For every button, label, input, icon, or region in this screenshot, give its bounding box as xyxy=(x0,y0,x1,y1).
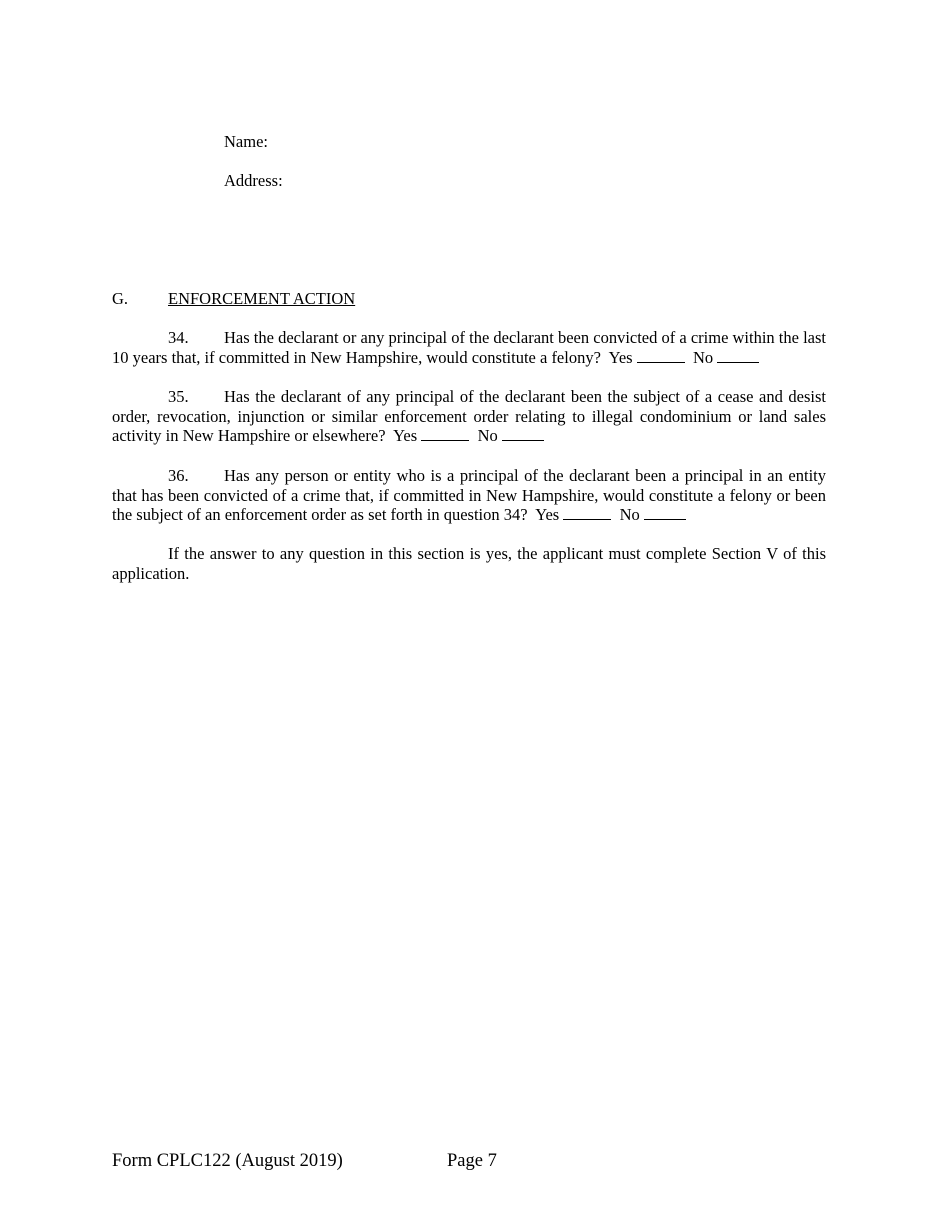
question-number: 36. xyxy=(168,466,189,485)
name-label: Name: xyxy=(224,132,268,151)
section-letter: G. xyxy=(112,289,129,308)
yes-label: Yes xyxy=(535,505,560,525)
no-answer-blank[interactable] xyxy=(502,426,544,441)
question-text: Has the declarant or any principal of the declarant been convicted of a crime within the last 10 years that, if committed in New Hampshire, would constitute a felony? xyxy=(112,328,827,367)
section-note: If the answer to any question in this section is yes, the applicant must complete Section V of this application. xyxy=(112,544,826,583)
no-answer-blank[interactable] xyxy=(644,505,686,520)
question-36 xyxy=(112,466,826,525)
yes-label: Yes xyxy=(608,347,633,367)
address-label: Address: xyxy=(224,171,283,190)
no-answer-blank[interactable] xyxy=(717,348,759,363)
question-35 xyxy=(112,387,826,446)
yes-answer-blank[interactable] xyxy=(563,505,611,520)
yes-label: Yes xyxy=(393,426,418,446)
page-number: Page 7 xyxy=(447,1151,497,1171)
section-title: ENFORCEMENT ACTION xyxy=(168,289,356,308)
question-text: Has any person or entity who is a principal of the declarant been a principal in an entity that has been convicted of a crime that, if committed in New Hampshire, would constitute a felony or been the subject of an enforcement order as set forth in question 34? xyxy=(112,466,826,525)
form-id: Form CPLC122 (August 2019) xyxy=(112,1151,343,1171)
question-number: 34. xyxy=(168,328,189,347)
yes-answer-blank[interactable] xyxy=(637,348,685,363)
question-34 xyxy=(112,328,826,367)
no-label: No xyxy=(692,347,714,367)
question-number: 35. xyxy=(168,387,189,406)
no-label: No xyxy=(477,426,498,446)
no-label: No xyxy=(619,505,640,525)
question-text: Has the declarant of any principal of the declarant been the subject of a cease and desist order, revocation, injunction or similar enforcement order relating to illegal condominium or land sales activity in New Hampshire or elsewhere? xyxy=(112,387,826,446)
section-heading xyxy=(112,289,355,309)
yes-answer-blank[interactable] xyxy=(421,426,469,441)
